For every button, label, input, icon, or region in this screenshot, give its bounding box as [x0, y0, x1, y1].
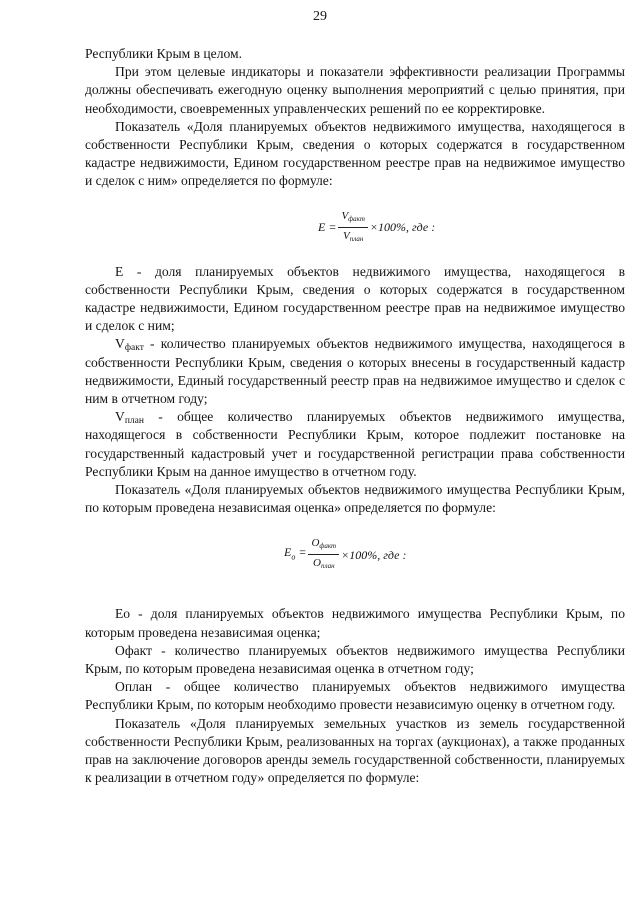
formula-e-lhs: E =: [318, 220, 337, 235]
formula-eo-numerator: $O_{факт}$: [308, 536, 339, 555]
formula-eo-lhs: $E_о$ =: [284, 545, 307, 562]
formula-e-fraction: [338, 209, 367, 246]
formula-e-numerator: $V_{факт}$: [338, 209, 367, 228]
paragraph-indicators: При этом целевые индикаторы и показатели эффективности реализации Программы должны обеспечивать ежегодную оценку выполнения мероприятий с целью принятия, при необходимости, своевременных управленческих решений по ее корректировке.: [85, 64, 625, 116]
definition-e: E - доля планируемых объектов недвижимого имущества, находящегося в собственности Республики Крым, сведения о которых содержатся в государственном кадастре недвижимости, Едином государственном реестре прав на недвижимое имущество и сделок с ним;: [85, 263, 625, 334]
formula-e-denominator: $V_{план}$: [342, 229, 364, 243]
document-body: [85, 45, 625, 788]
paragraph-indicator-3: Показатель «Доля планируемых земельных участков из земель государственной собственности Республики Крым, реализованных на торгах (аукционах), а также проданных прав на заключение договоров аренды земель государственной собственности, планируемых к реализации в отчетном году» определяется по формуле:: [85, 715, 625, 786]
formula-eo: [284, 536, 625, 573]
paragraph-indicator-1: Показатель «Доля планируемых объектов недвижимого имущества, находящегося в собственности Республики Крым, сведения о которых содержатся в государственном кадастре недвижимости, Едином государственном реестре прав на недвижимое имущество и сделок с ним» определяется по формуле:: [85, 118, 625, 189]
paragraph-indicator-2: Показатель «Доля планируемых объектов недвижимого имущества Республики Крым, по которым проведена независимая оценка» определяется по формуле:: [85, 482, 625, 516]
definition-v-plan: $V_{план}$ - общее количество планируемых объектов недвижимого имущества, находящегося в собственности Республики Крым, которое подлежит постановке на государственный кадастровый учет и государственной регистрации права собственности Республики Крым на данное имущество в отчетном году.: [85, 409, 625, 479]
formula-e-rhs: ×100%, где :: [369, 220, 436, 235]
formula-eo-fraction: [308, 536, 339, 573]
page-number: 29: [313, 9, 327, 24]
paragraph-continuation: Республики Крым в целом.: [85, 46, 243, 61]
definition-v-fact: $V_{факт}$ - количество планируемых объектов недвижимого имущества, находящегося в собственности Республики Крым, сведения о которых внесены в государственный кадастр недвижимости, Единый государственный реестр прав на недвижимое имущество и сделок с ним в отчетном году;: [85, 336, 625, 407]
definition-eo: Eо - доля планируемых объектов недвижимого имущества Республики Крым, по которым проведена независимая оценка;: [85, 606, 625, 640]
formula-eo-rhs: ×100%, где :: [341, 547, 407, 562]
definition-o-plan: Oплан - общее количество планируемых объектов недвижимого имущества Республики Крым, по которым необходимо провести независимую оценку в отчетном году.: [85, 679, 625, 713]
definition-o-fact: Oфакт - количество планируемых объектов недвижимого имущества Республики Крым, по которым проведена независимая оценка в отчетном году;: [85, 642, 625, 677]
formula-eo-denominator: $O_{план}$: [313, 557, 335, 571]
spacer: [85, 590, 625, 605]
formula-e: [318, 209, 625, 246]
